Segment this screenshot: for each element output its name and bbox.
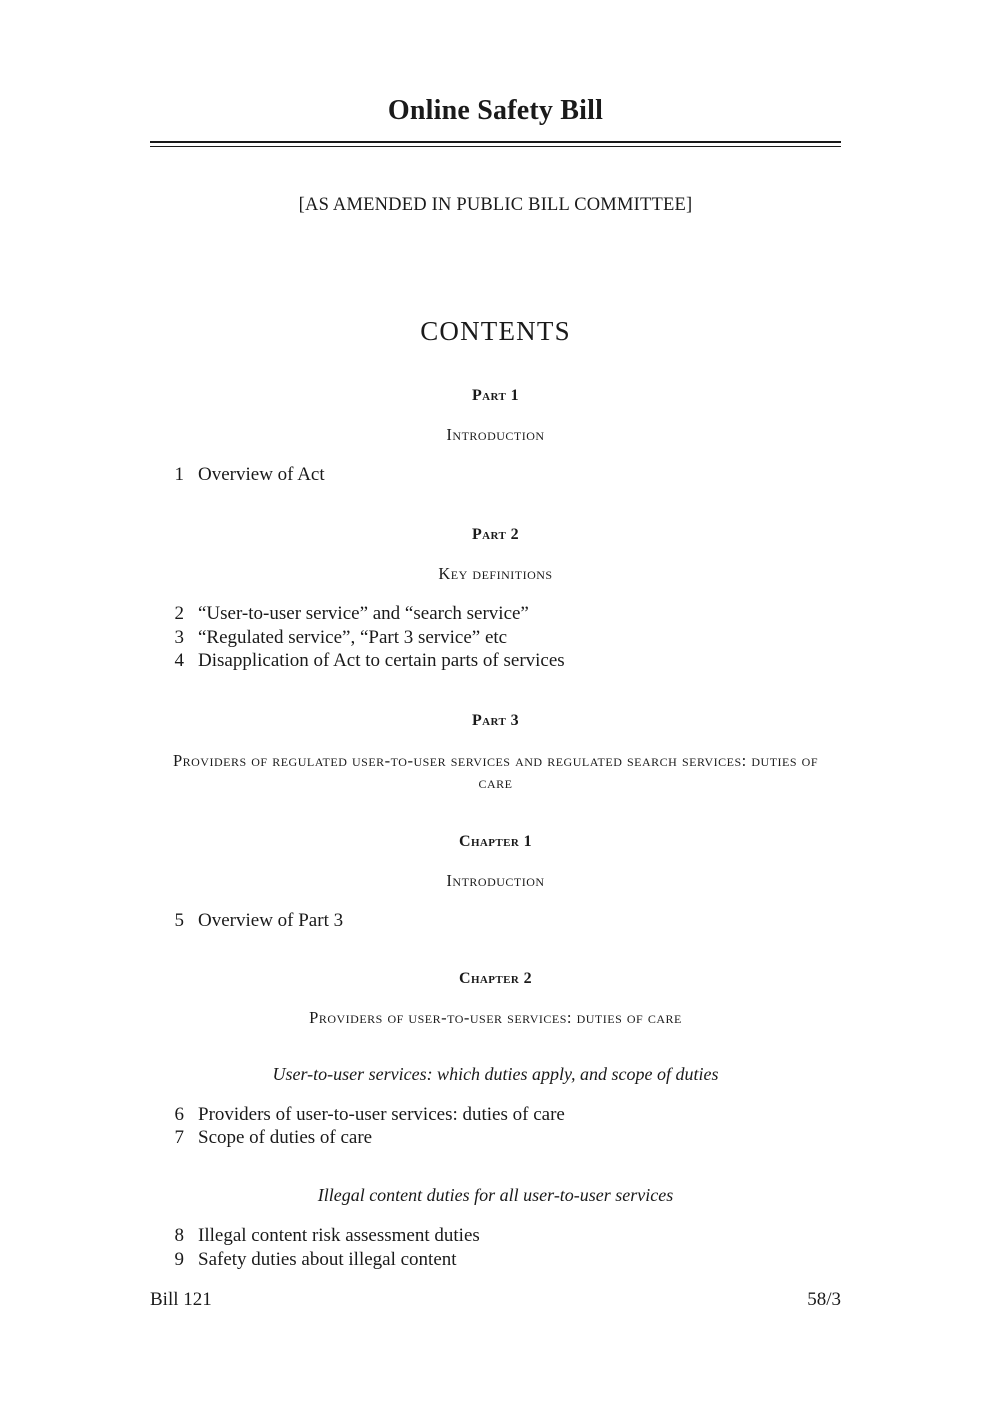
- contents-heading: CONTENTS: [420, 316, 571, 346]
- toc-item-number: 2: [174, 603, 184, 625]
- toc-item-number: 8: [174, 1225, 184, 1247]
- list-item[interactable]: [150, 463, 841, 486]
- toc-item-label: Providers of user-to-user services: duties of care: [198, 1103, 565, 1125]
- list-item[interactable]: [150, 602, 841, 625]
- part-heading-3: Part 3: [471, 712, 519, 730]
- chapter-heading-1: Chapter 1: [459, 832, 532, 850]
- toc-item-label: Disapplication of Act to certain parts of services: [198, 649, 565, 671]
- title-divider-thin: [150, 146, 841, 147]
- list-item[interactable]: [150, 626, 841, 649]
- toc-item-label: Overview of Act: [198, 464, 325, 485]
- toc-item-number: 7: [174, 1127, 184, 1149]
- toc-item-label: “User-to-user service” and “search service”: [198, 603, 529, 625]
- toc-item-label: Scope of duties of care: [198, 1127, 373, 1149]
- group-title-illegal-content: Illegal content duties for all user-to-user services: [317, 1185, 674, 1206]
- section-title-part3: Providers of regulated user-to-user services and regulated search services: duties of care: [172, 751, 819, 793]
- list-item[interactable]: [150, 909, 841, 932]
- page-title: Online Safety Bill: [387, 95, 604, 126]
- toc-list-part1: [150, 463, 841, 486]
- section-title-part1: Introduction: [446, 425, 545, 444]
- amendment-note: [AS AMENDED IN PUBLIC BILL COMMITTEE]: [298, 195, 693, 215]
- list-item[interactable]: [150, 1224, 841, 1247]
- toc-list-part2: [150, 602, 841, 672]
- section-title-part2: Key definitions: [438, 564, 553, 584]
- list-item[interactable]: [150, 649, 841, 672]
- toc-item-label: Safety duties about illegal content: [198, 1248, 457, 1270]
- toc-item-label: Overview of Part 3: [198, 909, 344, 931]
- toc-item-label: Illegal content risk assessment duties: [198, 1225, 480, 1247]
- toc-list-chapter2-group2: [150, 1224, 841, 1271]
- toc-item-number: 3: [174, 626, 184, 648]
- toc-list-chapter1: [150, 909, 841, 932]
- toc-item-number: 6: [174, 1103, 184, 1125]
- toc-item-number: 1: [174, 464, 184, 485]
- toc-list-chapter2-group1: [150, 1103, 841, 1150]
- list-item[interactable]: [150, 1126, 841, 1149]
- toc-item-number: 9: [174, 1248, 184, 1270]
- toc-item-number: 5: [174, 909, 184, 931]
- toc-item-label: “Regulated service”, “Part 3 service” etc: [198, 626, 508, 648]
- page-footer: [150, 1289, 841, 1311]
- title-divider-thick: [150, 141, 841, 143]
- part-heading-1: Part 1: [471, 387, 519, 404]
- group-title-scope-of-duties: User-to-user services: which duties apply, and scope of duties: [272, 1063, 719, 1084]
- section-title-chapter1: Introduction: [446, 870, 545, 890]
- list-item[interactable]: [150, 1103, 841, 1126]
- part-heading-2: Part 2: [471, 526, 519, 544]
- chapter-heading-2: Chapter 2: [459, 969, 532, 987]
- list-item[interactable]: [150, 1248, 841, 1271]
- footer-bill-number: Bill 121: [150, 1289, 212, 1310]
- footer-page-reference: 58/3: [807, 1289, 841, 1310]
- section-title-chapter2: Providers of user-to-user services: duties of care: [309, 1007, 682, 1027]
- toc-item-number: 4: [174, 649, 184, 671]
